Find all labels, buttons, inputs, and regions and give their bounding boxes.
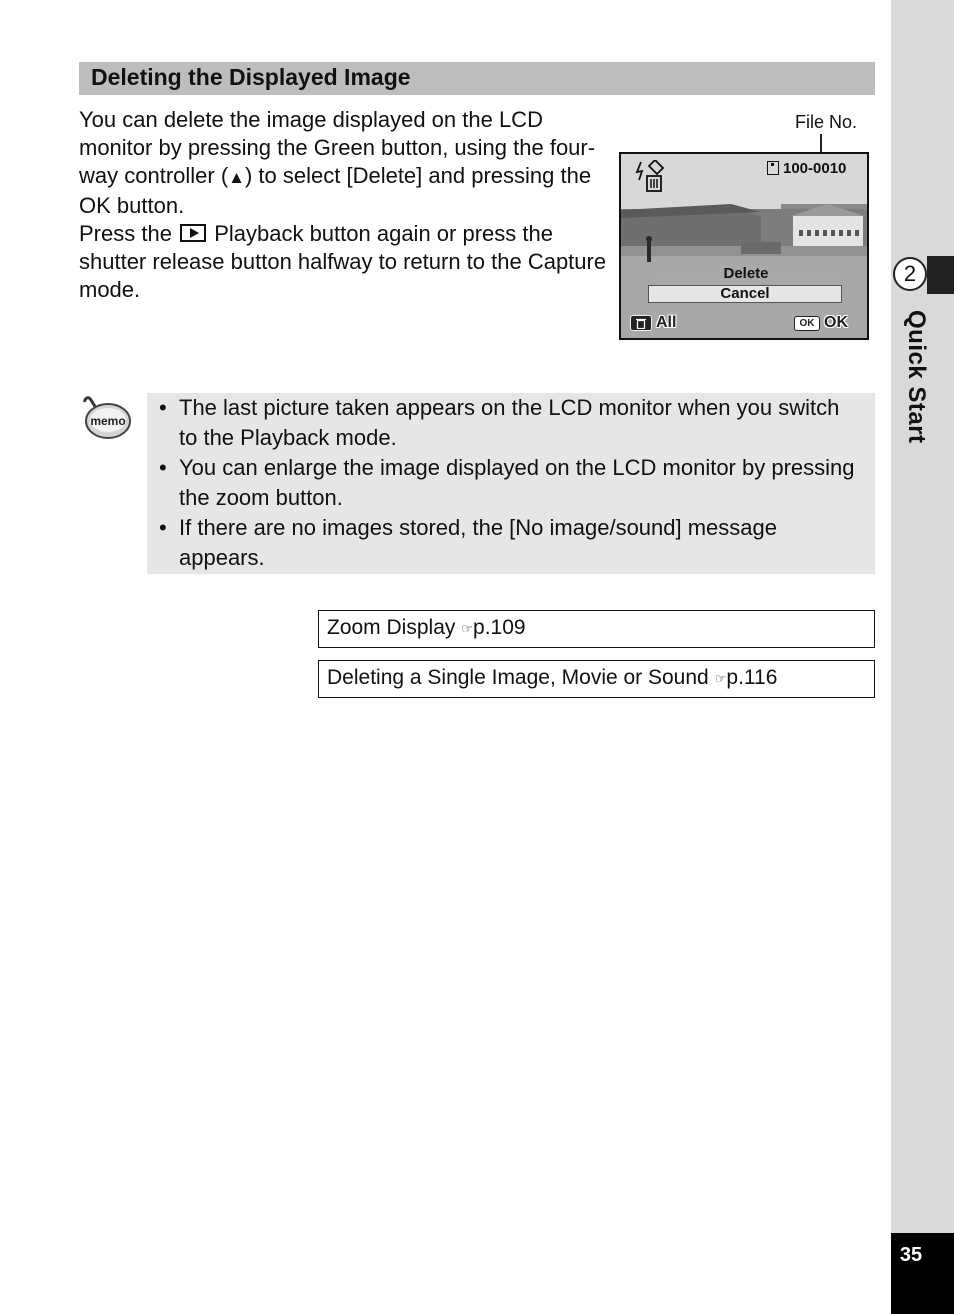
file-number-callout: File No. — [795, 112, 858, 132]
reference-deleting-single-image[interactable] — [318, 660, 875, 698]
reference-text: Deleting a Single Image, Movie or Sound — [327, 666, 709, 689]
instruction-part: You can delete the image displayed on the LCD monitor by pressing the Green button, using the four-way controller ( — [79, 107, 596, 188]
section-heading: Deleting the Displayed Image — [79, 62, 875, 95]
instruction-paragraph-1 — [79, 106, 609, 220]
reference-zoom-display[interactable] — [318, 610, 875, 648]
up-arrow-icon: ▲ — [228, 168, 245, 187]
page-number: 35 — [899, 1244, 923, 1266]
reference-page: p.116 — [726, 666, 778, 689]
lcd-file-number — [767, 160, 846, 177]
ok-key-icon: OK — [794, 316, 820, 331]
lcd-menu-delete: Delete — [650, 265, 842, 283]
lcd-ok-label: OK — [824, 314, 848, 331]
chapter-sidebar — [891, 0, 954, 1314]
memo-box — [147, 393, 875, 574]
memo-item: • You can enlarge the image displayed on the LCD monitor by pressing the zoom button. — [159, 453, 863, 513]
memo-icon-text: memo — [90, 414, 126, 428]
memory-card-icon — [767, 161, 779, 175]
memo-list — [159, 393, 863, 573]
instruction-text — [79, 106, 609, 304]
instruction-part: ) to select [Delete] and pressing the OK button. — [79, 163, 592, 218]
memo-item: • If there are no images stored, the [No image/sound] message appears. — [159, 513, 863, 573]
memo-icon — [80, 396, 132, 440]
lcd-all-label: All — [656, 314, 677, 331]
playback-icon — [180, 224, 206, 242]
chapter-title: Quick Start — [903, 310, 930, 444]
page-reference-icon: ☞ — [714, 671, 727, 686]
instruction-part: Playback button again or press the shutter release button halfway to return to the Capture mode. — [79, 221, 607, 302]
lcd-ok-guide — [794, 314, 848, 332]
trash-button-icon — [630, 315, 652, 331]
memo-item: • The last picture taken appears on the LCD monitor when you switch to the Playback mode. — [159, 393, 863, 453]
lcd-menu-cancel: Cancel — [648, 285, 842, 303]
delete-trash-icon — [635, 160, 665, 192]
chapter-tab-marker — [927, 256, 954, 294]
lcd-screen-illustration — [619, 152, 869, 340]
file-number-value: 100-0010 — [783, 160, 847, 177]
reference-page: p.109 — [473, 616, 526, 639]
instruction-part: Press the — [79, 221, 172, 246]
instruction-paragraph-2 — [79, 220, 609, 304]
reference-text: Zoom Display — [327, 616, 456, 639]
page-reference-icon: ☞ — [461, 621, 474, 636]
lcd-delete-all-guide — [630, 314, 676, 332]
chapter-number: 2 — [893, 257, 927, 291]
